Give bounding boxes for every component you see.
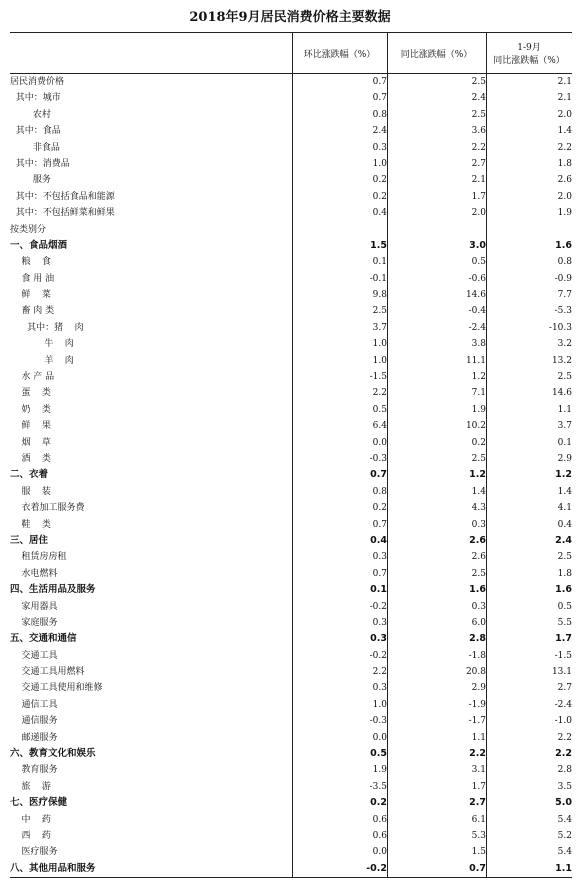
- ytd-value: 2.2: [557, 142, 572, 153]
- row-label: 羊 肉: [10, 355, 74, 366]
- mom-value: 1.0: [372, 699, 387, 710]
- ytd-value: -1.0: [554, 716, 572, 727]
- mom-value: 1.5: [370, 239, 387, 251]
- table-row: [10, 812, 572, 828]
- table-row: [10, 697, 572, 713]
- yoy-value: 20.8: [465, 667, 486, 678]
- table-row: [10, 844, 572, 860]
- cpi-table: [10, 32, 572, 878]
- ytd-value: 1.8: [557, 568, 572, 579]
- mom-value: 0.3: [372, 142, 387, 153]
- ytd-value: 0.8: [557, 257, 572, 268]
- yoy-value: 2.5: [471, 77, 486, 87]
- ytd-value: 14.6: [551, 388, 572, 399]
- table-row: [10, 730, 572, 746]
- mom-value: -0.2: [369, 601, 387, 612]
- yoy-value: 2.5: [471, 568, 486, 579]
- yoy-value: 1.6: [469, 584, 486, 596]
- yoy-value: 6.1: [471, 814, 486, 825]
- table-row: [10, 254, 572, 270]
- row-label: 蛋 类: [10, 388, 51, 399]
- header-ytd-line1: 1-9月: [517, 43, 541, 53]
- ytd-value: 1.4: [557, 126, 572, 137]
- mom-value: 0.7: [372, 93, 387, 104]
- yoy-value: 1.1: [471, 732, 486, 743]
- ytd-value: 2.5: [557, 552, 572, 563]
- ytd-value: -0.9: [554, 273, 572, 284]
- yoy-value: 2.2: [471, 142, 486, 153]
- table-row: [10, 467, 572, 483]
- table-row: [10, 615, 572, 631]
- table-row: [10, 90, 572, 106]
- table-row: [10, 582, 572, 598]
- ytd-value: 2.4: [555, 534, 572, 546]
- row-label: 医疗服务: [10, 847, 58, 858]
- ytd-value: 1.6: [555, 239, 572, 251]
- mom-value: 0.7: [370, 469, 387, 481]
- ytd-value: 0.1: [557, 437, 572, 448]
- table-row: [10, 369, 572, 385]
- ytd-value: 5.2: [557, 830, 572, 841]
- yoy-value: -0.6: [468, 273, 486, 284]
- row-label: 酒 类: [10, 453, 51, 464]
- ytd-value: 2.1: [557, 93, 572, 104]
- table-row: [10, 156, 572, 172]
- yoy-value: 2.6: [471, 552, 486, 563]
- row-label: 西 药: [10, 830, 51, 841]
- row-label: 奶 类: [10, 404, 51, 415]
- table-row: [10, 189, 572, 205]
- yoy-value: 0.5: [471, 257, 486, 268]
- row-label: 五、交通和通信: [10, 633, 77, 645]
- yoy-value: 3.6: [471, 126, 486, 137]
- mom-value: 0.1: [372, 257, 387, 268]
- table-row: [10, 287, 572, 303]
- mom-value: 0.5: [370, 748, 387, 760]
- mom-value: [292, 222, 387, 238]
- row-label: 教育服务: [10, 765, 58, 776]
- table-row: [10, 451, 572, 467]
- yoy-value: 1.2: [469, 469, 486, 481]
- row-label: 服务: [10, 175, 51, 186]
- table-row: [10, 566, 572, 582]
- mom-value: 2.5: [372, 306, 387, 317]
- mom-value: 0.0: [372, 732, 387, 743]
- ytd-value: 5.4: [557, 814, 572, 825]
- header-ytd: [486, 33, 572, 73]
- yoy-value: 6.0: [471, 617, 486, 628]
- mom-value: 0.6: [372, 814, 387, 825]
- yoy-value: 2.9: [471, 683, 486, 694]
- yoy-value: -1.7: [468, 716, 486, 727]
- row-label: 七、医疗保健: [10, 797, 68, 809]
- table-row: [10, 762, 572, 778]
- ytd-value: -2.4: [554, 699, 572, 710]
- row-label: 交通工具用燃料: [10, 667, 85, 678]
- yoy-value: 1.9: [471, 404, 486, 415]
- table-row: [10, 779, 572, 795]
- row-label: 鞋 类: [10, 519, 51, 530]
- ytd-value: 2.9: [557, 453, 572, 464]
- yoy-value: -2.4: [468, 322, 486, 333]
- yoy-value: 1.7: [471, 781, 486, 792]
- ytd-value: 0.5: [557, 601, 572, 612]
- mom-value: 0.4: [370, 534, 387, 546]
- mom-value: -1.5: [369, 372, 387, 383]
- row-label: 其中：不包括鲜菜和鲜果: [10, 208, 115, 219]
- table-header: [10, 33, 572, 74]
- mom-value: 0.3: [372, 552, 387, 563]
- ytd-value: 2.0: [557, 191, 572, 202]
- row-label: 其中：消费品: [10, 158, 70, 169]
- row-label: 衣着加工服务费: [10, 503, 85, 514]
- table-row: [10, 140, 572, 156]
- ytd-value: 5.0: [555, 797, 572, 809]
- mom-value: 1.9: [372, 765, 387, 776]
- table-row: [10, 549, 572, 565]
- yoy-value: -1.9: [468, 699, 486, 710]
- yoy-value: 2.0: [471, 208, 486, 219]
- mom-value: 1.0: [372, 158, 387, 169]
- ytd-value: 1.4: [557, 486, 572, 497]
- row-label: 四、生活用品及服务: [10, 584, 96, 596]
- table-row: [10, 418, 572, 434]
- ytd-value: [486, 222, 572, 238]
- mom-value: 0.2: [370, 797, 387, 809]
- yoy-value: 10.2: [465, 421, 486, 432]
- row-label: 居民消费价格: [10, 77, 65, 87]
- ytd-value: 0.4: [557, 519, 572, 530]
- yoy-value: 0.3: [471, 519, 486, 530]
- table-row: [10, 631, 572, 647]
- yoy-value: 2.1: [471, 175, 486, 186]
- ytd-value: 4.1: [557, 503, 572, 514]
- yoy-value: 1.5: [471, 847, 486, 858]
- ytd-value: 3.2: [557, 339, 572, 350]
- table-row: [10, 123, 572, 139]
- mom-value: 0.7: [372, 519, 387, 530]
- mom-value: 2.2: [372, 388, 387, 399]
- ytd-value: 1.9: [557, 208, 572, 219]
- row-label: 六、教育文化和娱乐: [10, 748, 96, 760]
- mom-value: 0.7: [372, 568, 387, 579]
- mom-value: 3.7: [372, 322, 387, 333]
- mom-value: -0.3: [369, 453, 387, 464]
- row-label: 其中：不包括食品和能源: [10, 191, 115, 202]
- yoy-value: 1.4: [471, 486, 486, 497]
- row-label: 牛 肉: [10, 339, 74, 350]
- yoy-value: 0.2: [471, 437, 486, 448]
- ytd-value: 1.6: [555, 584, 572, 596]
- table-body: [10, 74, 572, 877]
- mom-value: 0.2: [372, 175, 387, 186]
- ytd-value: 1.1: [555, 862, 572, 874]
- table-row: [10, 385, 572, 401]
- table-row: [10, 680, 572, 696]
- yoy-value: 7.1: [471, 388, 486, 399]
- ytd-value: 2.8: [557, 765, 572, 776]
- table-row: [10, 74, 572, 90]
- mom-value: 0.1: [370, 584, 387, 596]
- mom-value: 0.7: [372, 77, 387, 87]
- table-row: [10, 713, 572, 729]
- mom-value: 0.0: [372, 437, 387, 448]
- table-row: [10, 484, 572, 500]
- ytd-value: 1.8: [557, 158, 572, 169]
- yoy-value: -0.4: [468, 306, 486, 317]
- ytd-value: -1.5: [554, 650, 572, 661]
- row-label: 一、食品烟酒: [10, 239, 68, 251]
- table-row: [10, 336, 572, 352]
- row-label: 通信工具: [10, 699, 58, 710]
- yoy-value: 11.1: [465, 355, 486, 366]
- table-row: [10, 435, 572, 451]
- ytd-value: 2.7: [557, 683, 572, 694]
- ytd-value: 1.2: [555, 469, 572, 481]
- row-label: 粮 食: [10, 257, 51, 268]
- table-row: [10, 648, 572, 664]
- ytd-value: 13.1: [551, 667, 572, 678]
- row-label: 二、衣着: [10, 469, 49, 481]
- ytd-value: 7.7: [557, 290, 572, 301]
- mom-value: 0.8: [372, 486, 387, 497]
- mom-value: 0.3: [372, 683, 387, 694]
- yoy-value: 2.7: [471, 158, 486, 169]
- mom-value: 0.2: [372, 503, 387, 514]
- row-label: 八、其他用品和服务: [10, 862, 96, 874]
- mom-value: -0.3: [369, 716, 387, 727]
- ytd-value: 5.5: [557, 617, 572, 628]
- header-mom-label: 环比涨跌幅（%）: [303, 49, 376, 60]
- yoy-value: 1.7: [471, 191, 486, 202]
- mom-value: 2.4: [372, 126, 387, 137]
- yoy-value: [387, 222, 486, 238]
- table-row: [10, 205, 572, 221]
- row-label: 农村: [10, 109, 51, 120]
- header-yoy: [387, 33, 486, 73]
- yoy-value: -1.8: [468, 650, 486, 661]
- row-label: 畜 肉 类: [10, 306, 55, 317]
- row-label: 烟 草: [10, 437, 51, 448]
- table-row: [10, 500, 572, 516]
- mom-value: -0.1: [369, 273, 387, 284]
- table-row: [10, 828, 572, 844]
- yoy-value: 2.4: [471, 93, 486, 104]
- ytd-value: 2.0: [557, 109, 572, 120]
- mom-value: 0.3: [372, 617, 387, 628]
- row-label: 交通工具使用和维修: [10, 683, 103, 694]
- ytd-value: 2.2: [557, 732, 572, 743]
- mom-value: -3.5: [369, 781, 387, 792]
- yoy-value: 1.2: [471, 372, 486, 383]
- yoy-value: 3.0: [469, 239, 486, 251]
- ytd-value: -5.3: [554, 306, 572, 317]
- mom-value: 0.2: [372, 191, 387, 202]
- table-row: [10, 271, 572, 287]
- ytd-value: 13.2: [551, 355, 572, 366]
- row-label: 其中：食品: [10, 126, 61, 137]
- ytd-value: 2.6: [557, 175, 572, 186]
- header-yoy-label: 同比涨跌幅（%）: [400, 49, 473, 60]
- ytd-value: 2.5: [557, 372, 572, 383]
- row-label: 非食品: [10, 142, 60, 153]
- ytd-value: -10.3: [548, 322, 572, 333]
- yoy-value: 2.5: [471, 109, 486, 120]
- mom-value: 1.0: [372, 339, 387, 350]
- table-row: [10, 353, 572, 369]
- ytd-value: 1.7: [555, 633, 572, 645]
- ytd-value: 2.2: [555, 748, 572, 760]
- mom-value: -0.2: [366, 862, 387, 874]
- table-row: [10, 599, 572, 615]
- mom-value: -0.2: [369, 650, 387, 661]
- yoy-value: 2.6: [469, 534, 486, 546]
- ytd-value: 2.1: [557, 77, 572, 87]
- yoy-value: 3.1: [471, 765, 486, 776]
- table-row: [10, 795, 572, 811]
- yoy-value: 0.3: [471, 601, 486, 612]
- table-row: [10, 402, 572, 418]
- yoy-value: 2.5: [471, 453, 486, 464]
- yoy-value: 14.6: [465, 290, 486, 301]
- row-label: 按类别分: [10, 224, 47, 235]
- ytd-value: 3.5: [557, 781, 572, 792]
- mom-value: 6.4: [372, 421, 387, 432]
- mom-value: 0.4: [372, 208, 387, 219]
- mom-value: 9.8: [372, 290, 387, 301]
- page-title: 2018年9月居民消费价格主要数据: [189, 10, 391, 25]
- mom-value: 0.8: [372, 109, 387, 120]
- yoy-value: 0.7: [469, 862, 486, 874]
- table-row: [10, 533, 572, 549]
- mom-value: 0.5: [372, 404, 387, 415]
- header-ytd-line2: 同比涨跌幅（%）: [493, 56, 565, 66]
- row-label: 通信服务: [10, 716, 58, 727]
- yoy-value: 2.7: [469, 797, 486, 809]
- table-row: [10, 517, 572, 533]
- table-row: [10, 861, 572, 877]
- yoy-value: 2.8: [469, 633, 486, 645]
- table-row: [10, 172, 572, 188]
- row-label: 服 装: [10, 486, 51, 497]
- mom-value: 0.3: [370, 633, 387, 645]
- header-mom: [292, 33, 387, 73]
- row-label: 邮递服务: [10, 732, 58, 743]
- row-label: 水电燃料: [10, 568, 58, 579]
- table-row: [10, 303, 572, 319]
- yoy-value: 3.8: [471, 339, 486, 350]
- row-label: 租赁房房租: [10, 552, 67, 563]
- row-label: 鲜 果: [10, 421, 51, 432]
- row-label: 食 用 油: [10, 273, 55, 284]
- table-row: [10, 222, 572, 238]
- row-label: 旅 游: [10, 781, 51, 792]
- mom-value: 0.6: [372, 830, 387, 841]
- yoy-value: 4.3: [471, 503, 486, 514]
- mom-value: 0.0: [372, 847, 387, 858]
- table-row: [10, 746, 572, 762]
- table-row: [10, 238, 572, 254]
- row-label: 其中：城市: [10, 93, 61, 104]
- ytd-value: 3.7: [557, 421, 572, 432]
- table-row: [10, 664, 572, 680]
- yoy-value: 2.2: [469, 748, 486, 760]
- table-row: [10, 107, 572, 123]
- row-label: 家庭服务: [10, 617, 58, 628]
- mom-value: 1.0: [372, 355, 387, 366]
- row-label: 水 产 品: [10, 372, 55, 383]
- row-label: 三、居住: [10, 534, 49, 546]
- row-label: 交通工具: [10, 650, 58, 661]
- table-row: [10, 320, 572, 336]
- yoy-value: 5.3: [471, 830, 486, 841]
- row-label: 中 药: [10, 814, 51, 825]
- mom-value: 2.2: [372, 667, 387, 678]
- ytd-value: 1.1: [557, 404, 572, 415]
- ytd-value: 5.4: [557, 847, 572, 858]
- row-label: 其中：猪 肉: [10, 322, 84, 333]
- row-label: 鲜 菜: [10, 290, 51, 301]
- row-label: 家用器具: [10, 601, 58, 612]
